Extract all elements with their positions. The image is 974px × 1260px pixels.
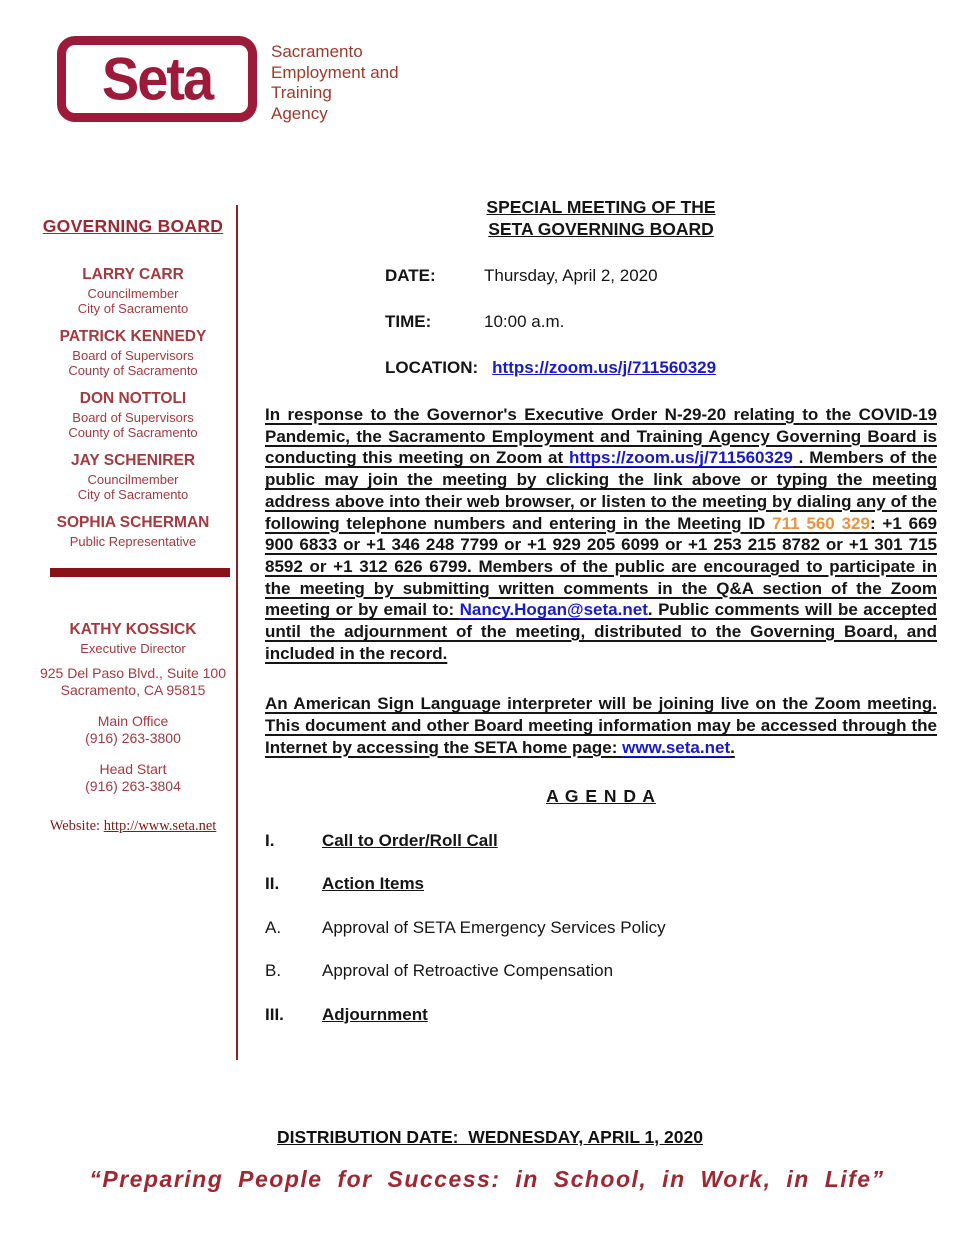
seta-homepage-link[interactable]: www.seta.net — [622, 737, 731, 757]
agency-address — [30, 665, 236, 698]
seta-logo — [57, 36, 257, 122]
address-line: 925 Del Paso Blvd., Suite 100 — [39, 665, 226, 681]
agency-name-line: Employment and — [271, 62, 399, 82]
time-label: TIME: — [385, 312, 432, 331]
date-value: Thursday, April 2, 2020 — [484, 266, 658, 285]
director-title: Executive Director — [80, 641, 186, 656]
member-role: Councilmember — [87, 286, 179, 301]
agenda-item-number: I. — [265, 830, 275, 850]
location-label: LOCATION: — [385, 358, 479, 377]
member-name: LARRY CARR — [82, 266, 184, 283]
member-name: JAY SCHENIRER — [70, 452, 196, 469]
governing-board-heading: GOVERNING BOARD — [42, 216, 224, 236]
member-role: Public Representative — [69, 534, 197, 549]
contact-phone: (916) 263-3800 — [85, 729, 181, 746]
asl-paragraph — [265, 693, 937, 758]
time-value: 10:00 a.m. — [484, 312, 565, 331]
website-label: Website: — [49, 818, 104, 834]
meta-location-row — [265, 358, 937, 378]
member-name: DON NOTTOLI — [79, 390, 187, 407]
sidebar-divider — [50, 568, 230, 577]
email-link[interactable]: Nancy.Hogan@seta.net — [459, 600, 648, 620]
agency-motto: “Preparing People for Success: in School, in Work, in Life” — [89, 1166, 885, 1192]
board-member — [30, 390, 236, 440]
agenda-item-label: Action Items — [322, 874, 425, 894]
agenda-heading: A G E N D A — [546, 785, 656, 806]
agency-name-line: Training — [271, 83, 332, 102]
paragraph-text: In response to the Governor's Executive Order N-29-20 relating to the COVID-19 Pandemic, the Sacramento Employment and Training Agency Governing Board is conducting this meeting on Zoom at — [265, 405, 937, 468]
seta-logo-wordmark: Seta — [101, 44, 213, 113]
date-label: DATE: — [385, 266, 436, 285]
agenda-item-number: III. — [265, 1004, 284, 1024]
agenda-item-label: Call to Order/Roll Call — [322, 830, 498, 850]
agenda-item — [265, 874, 937, 894]
meeting-title — [265, 196, 937, 240]
sidebar — [30, 216, 236, 835]
agency-name — [271, 42, 399, 124]
address-line: Sacramento, CA 95815 — [60, 681, 206, 698]
meeting-title-line: SPECIAL MEETING OF THE — [486, 197, 716, 217]
paragraph-text: . Members of the public may join the meeting by clicking the link above or typing the meeting address above into their web browser, or listen to the meeting by dialing any of the following telephone numbers and entering in the Meeting ID — [265, 448, 937, 533]
zoom-meeting-link[interactable]: https://zoom.us/j/711560329 — [568, 448, 793, 468]
member-name: SOPHIA SCHERMAN — [56, 514, 210, 531]
agenda-item-label: Adjournment — [322, 1004, 428, 1024]
member-org: County of Sacramento — [68, 363, 198, 378]
agenda-item — [265, 831, 937, 851]
member-role: Councilmember — [87, 472, 179, 487]
agenda-item — [265, 918, 937, 938]
member-org: City of Sacramento — [77, 487, 189, 502]
meeting-title-line: SETA GOVERNING BOARD — [488, 219, 714, 239]
main-office-contact — [30, 713, 236, 746]
website-link[interactable]: http://www.seta.net — [103, 818, 217, 834]
board-member — [30, 514, 236, 549]
agenda-item-number: II. — [265, 874, 280, 894]
agenda-item — [265, 1005, 937, 1025]
agenda-item-label: Approval of Retroactive Compensation — [322, 961, 614, 981]
board-member — [30, 452, 236, 502]
agenda-item — [265, 961, 937, 981]
member-role: Board of Supervisors — [72, 348, 194, 363]
agenda-item-number: B. — [265, 961, 282, 981]
board-member — [30, 328, 236, 378]
meta-time-row — [265, 312, 937, 332]
main-content — [265, 196, 937, 1024]
website-line — [30, 818, 236, 835]
agenda-item-label: Approval of SETA Emergency Services Policy — [322, 917, 666, 937]
zoom-meeting-link[interactable]: https://zoom.us/j/711560329 — [492, 358, 717, 377]
board-member — [30, 266, 236, 316]
executive-director — [30, 621, 236, 656]
member-role: Board of Supervisors — [72, 410, 194, 425]
director-name: KATHY KOSSICK — [69, 621, 197, 638]
member-org: County of Sacramento — [68, 425, 198, 440]
meeting-meta — [265, 266, 937, 378]
paragraph-text: An American Sign Language interpreter will be joining live on the Zoom meeting. This document and other Board meeting information may be accessed through the Internet by accessing the SETA home page: — [265, 694, 937, 757]
agency-name-line: Agency — [271, 103, 328, 123]
paragraph-text: : +1 669 900 6833 or +1 346 248 7799 or +1 929 205 6099 or +1 253 215 8782 or +1 301 715 8592 or +1 312 626 6799. Members of the public are encouraged to participate in the meeting by submitting written comments in the Q&A section of the Zoom meeting or by email to: — [265, 513, 937, 620]
head-start-contact — [30, 761, 236, 794]
contact-label: Main Office — [97, 713, 169, 729]
agency-name-line: Sacramento — [271, 42, 363, 61]
contact-label: Head Start — [99, 761, 167, 777]
paragraph-text: . Public comments will be accepted until the adjournment of the meeting, distributed to the Governing Board, and included in the record. — [265, 600, 938, 663]
vertical-divider — [236, 205, 238, 1060]
notice-paragraph — [265, 404, 937, 664]
distribution-date: DISTRIBUTION DATE: WEDNESDAY, APRIL 1, 2020 — [277, 1127, 703, 1147]
meeting-id: 711 560 329 — [772, 513, 870, 533]
meta-date-row — [265, 266, 937, 286]
member-name: PATRICK KENNEDY — [59, 328, 207, 345]
agenda-item-number: A. — [265, 917, 282, 937]
member-org: City of Sacramento — [77, 301, 189, 316]
contact-phone: (916) 263-3804 — [85, 777, 181, 794]
paragraph-text: . — [730, 737, 735, 757]
